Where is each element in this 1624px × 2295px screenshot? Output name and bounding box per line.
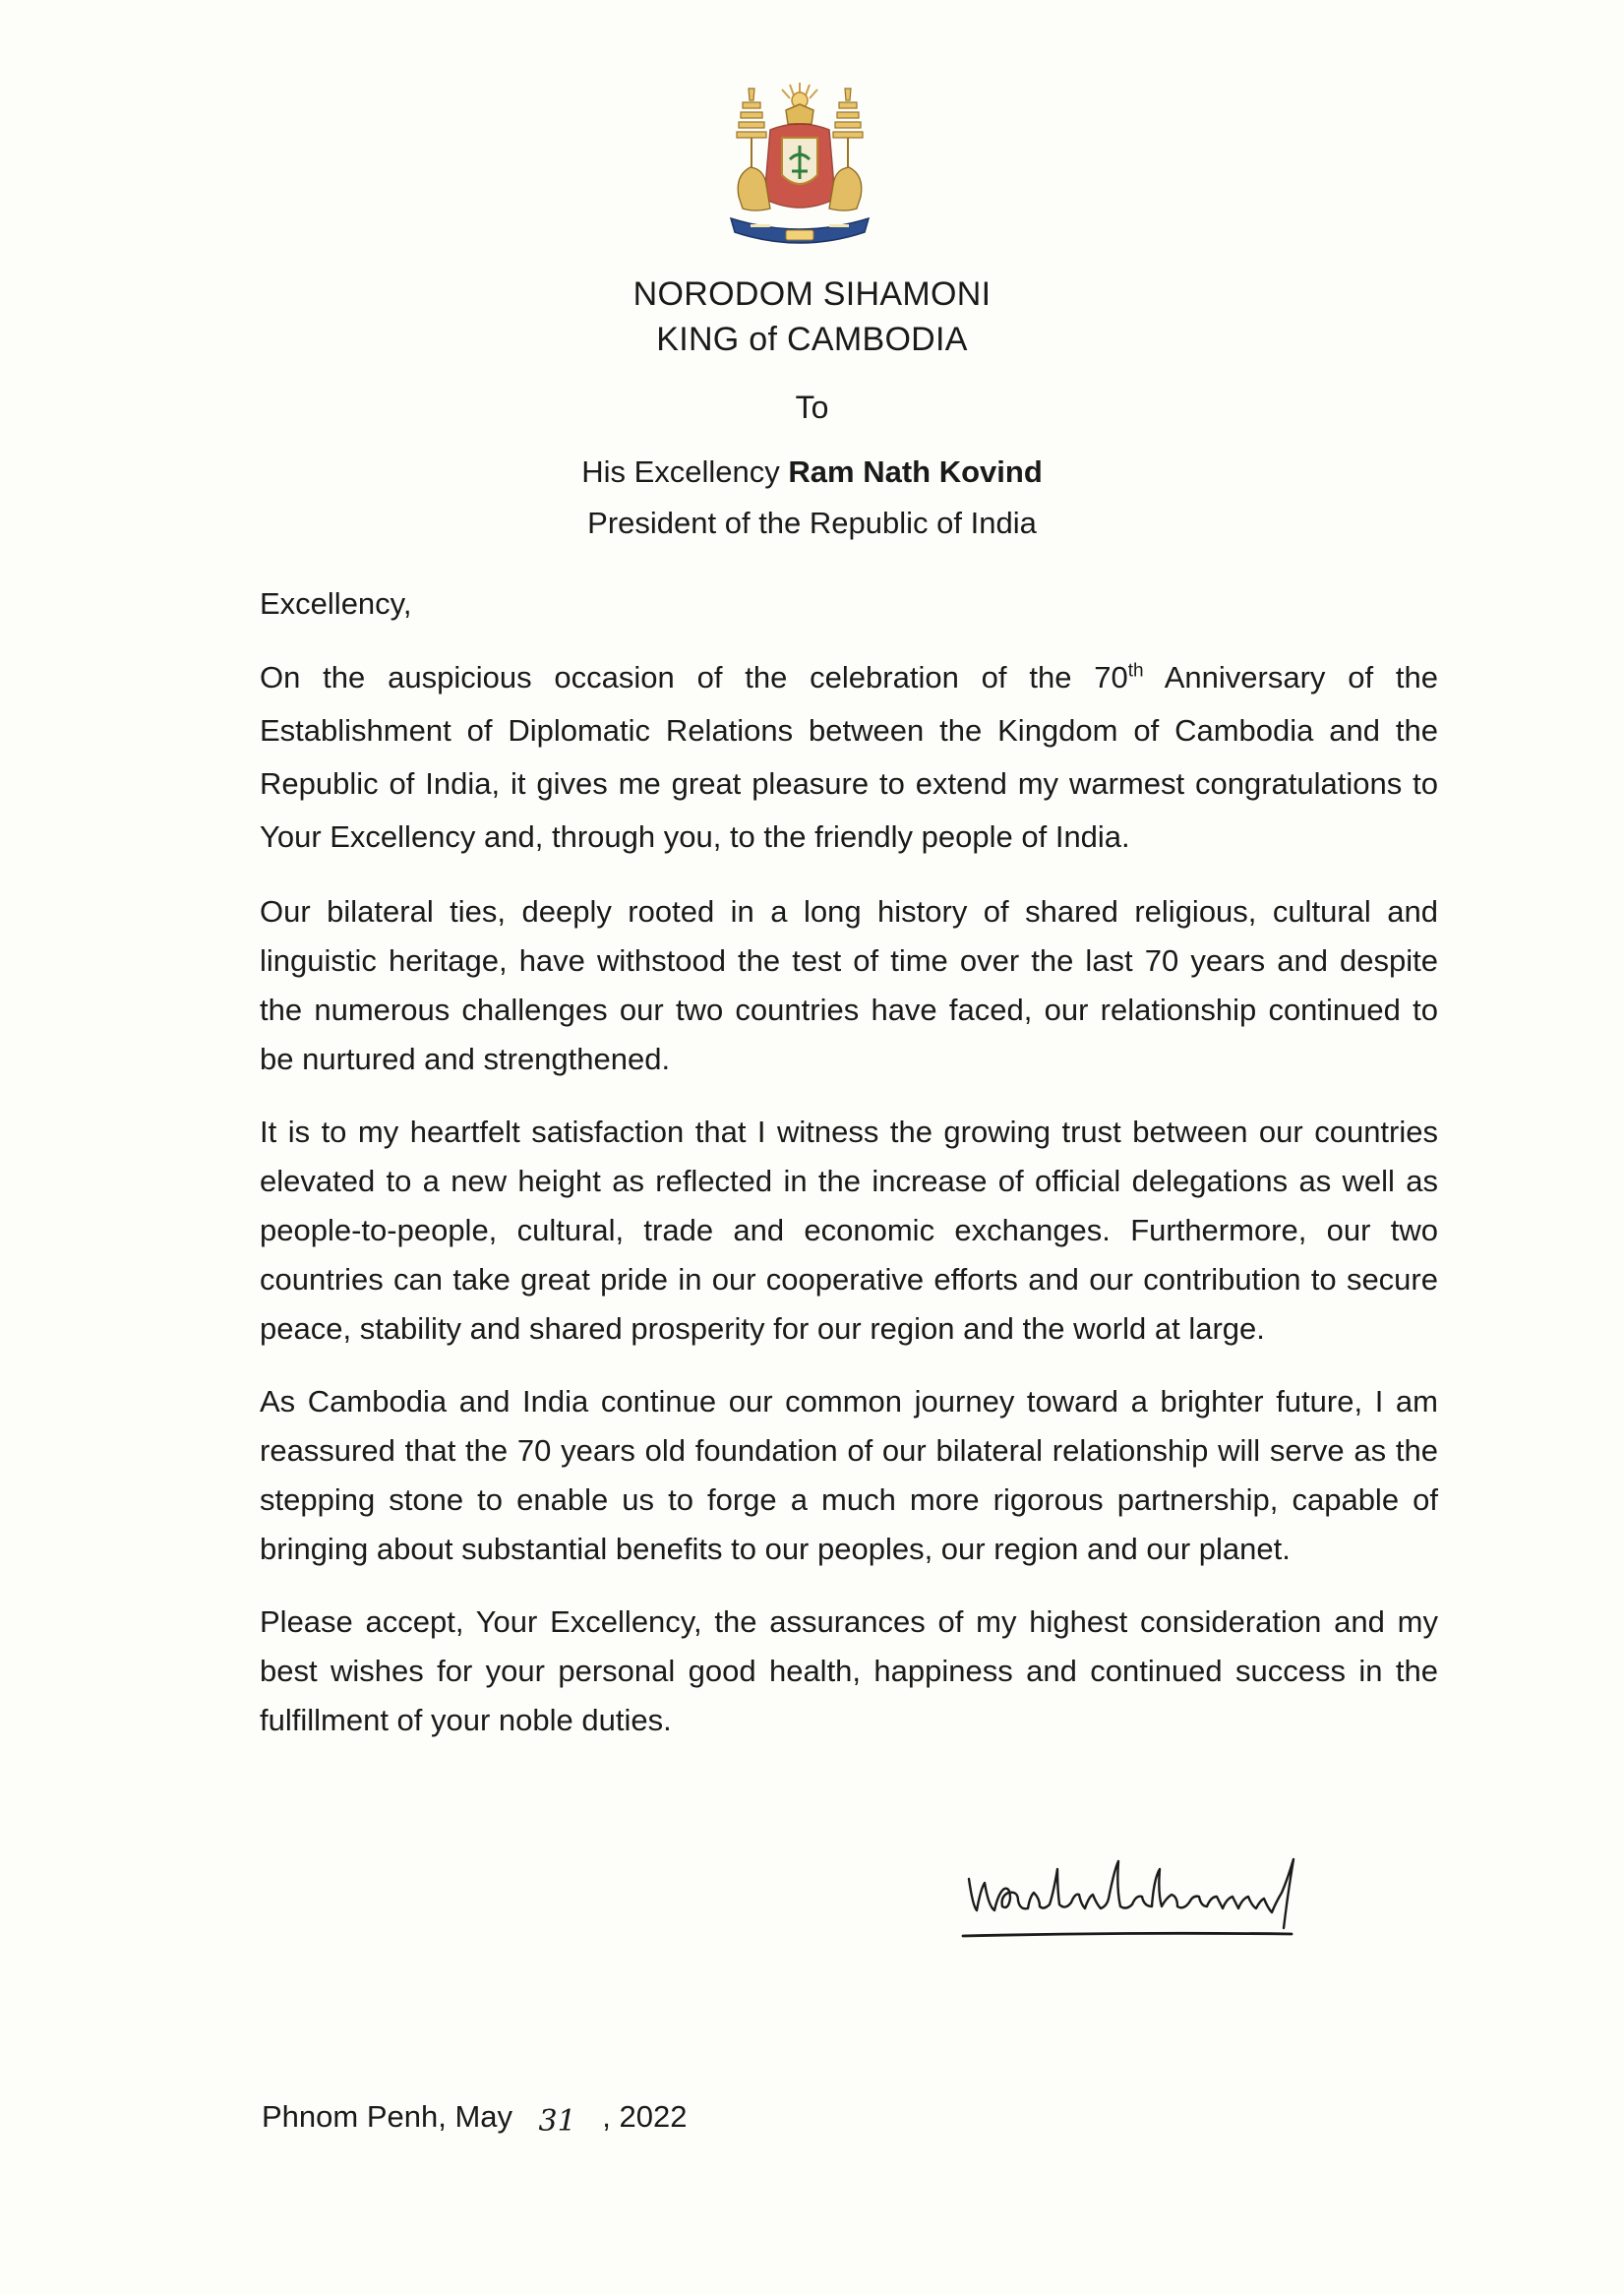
year: , 2022 xyxy=(593,2099,688,2134)
recipient-title: President of the Republic of India xyxy=(587,506,1037,540)
recipient-name: Ram Nath Kovind xyxy=(788,454,1043,489)
place-and-date xyxy=(262,2099,688,2139)
paragraph-1-start: On the auspicious occasion of the celebration of the 70 xyxy=(260,660,1128,695)
recipient-line xyxy=(0,454,1624,490)
paragraph-1 xyxy=(260,651,1438,864)
place-month: Phnom Penh, May xyxy=(262,2099,521,2134)
handwritten-signature-icon xyxy=(959,1849,1303,1953)
royal-coat-of-arms-icon xyxy=(721,81,878,253)
paragraph-1-end: Anniversary of the Establishment of Diplomatic Relations between the Kingdom of Cambodia and the Republic of India, it gives me great pleasure to extend my warmest congratulations to Your Excellency and, through you, to the friendly people of India. xyxy=(260,660,1438,854)
paragraph-5: Please accept, Your Excellency, the assurances of my highest consideration and my best wishes for your personal good health, happiness and continued success in the fulfillment of your noble duties. xyxy=(260,1604,1438,1737)
letter-body xyxy=(260,651,1438,1769)
paragraph-3: It is to my heartfelt satisfaction that I witness the growing trust between our countries elevated to a new height as reflected in the increase of official delegations as well as people-to-people, cultural, trade and economic exchanges. Furthermore, our two countries can take great pride in our cooperative efforts and our contribution to secure peace, stability and shared prosperity for our region and the world at large. xyxy=(260,1115,1438,1346)
ordinal-suffix: th xyxy=(1127,660,1144,682)
recipient-honorific: His Excellency xyxy=(581,454,789,489)
salutation: Excellency, xyxy=(260,586,412,621)
to-label: To xyxy=(795,390,829,425)
sender-title: KING of CAMBODIA xyxy=(656,321,968,358)
handwritten-day: 31 xyxy=(538,2104,576,2139)
paragraph-4: As Cambodia and India continue our common journey toward a brighter future, I am reassured that the 70 years old foundation of our bilateral relationship will serve as the stepping stone to enable us to forge a much more rigorous partnership, capable of bringing about substantial benefits to our peoples, our region and our planet. xyxy=(260,1384,1438,1566)
sender-name: NORODOM SIHAMONI xyxy=(632,275,992,313)
paragraph-2: Our bilateral ties, deeply rooted in a long history of shared religious, cultural and linguistic heritage, have withstood the test of time over the last 70 years and despite the numerous challenges our two countries have faced, our relationship continued to be nurtured and strengthened. xyxy=(260,894,1438,1076)
